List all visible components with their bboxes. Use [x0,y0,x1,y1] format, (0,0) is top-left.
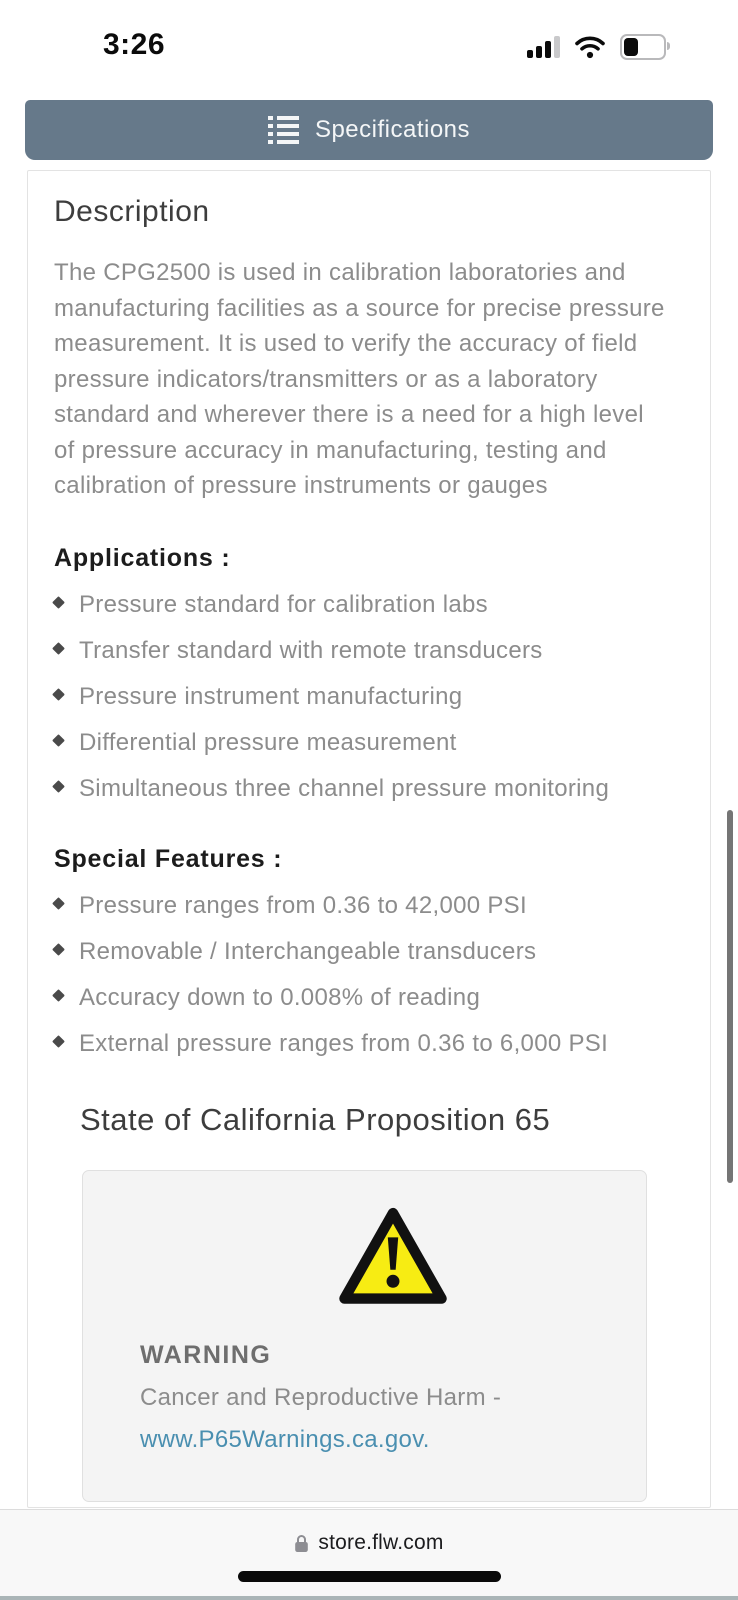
address-bar[interactable] [0,1531,738,1555]
applications-list [54,591,670,803]
url-text: store.flw.com [318,1531,444,1554]
diamond-bullet-icon [52,688,65,701]
p65-warnings-link[interactable]: www.P65Warnings.ca.gov. [140,1425,430,1453]
scrollbar-thumb[interactable] [727,810,733,1183]
bottom-edge-strip [0,1596,738,1600]
warning-text: Cancer and Reproductive Harm - [140,1383,502,1411]
list-item: Removable / Interchangeable transducers [54,938,670,966]
description-title: Description [54,195,210,228]
description-paragraph: The CPG2500 is used in calibration laboratories and manufacturing facilities as a source for precise pressure measurement. It is used to verify the accuracy of field pressure indicators/transmitters or as a laboratory standard and wherever there is a need for a high level of pressure accuracy in manufacturing, testing and calibration of pressure instruments or gauges [54,259,665,499]
list-item: Pressure ranges from 0.36 to 42,000 PSI [54,892,670,920]
lock-icon [294,1534,309,1553]
status-bar [0,0,738,92]
prop65-warning-box [82,1170,647,1502]
diamond-bullet-icon [52,1035,65,1048]
diamond-bullet-icon [52,943,65,956]
list-item: Pressure instrument manufacturing [54,683,670,711]
list-item: Simultaneous three channel pressure monitoring [54,775,670,803]
diamond-bullet-icon [52,642,65,655]
diamond-bullet-icon [52,734,65,747]
prop65-title: State of California Proposition 65 [80,1101,551,1137]
list-item: Differential pressure measurement [54,729,670,757]
status-time: 3:26 [103,28,166,61]
list-item: Pressure standard for calibration labs [54,591,670,619]
diamond-bullet-icon [52,989,65,1002]
diamond-bullet-icon [52,897,65,910]
specifications-header[interactable] [25,100,713,160]
special-features-list [54,892,670,1058]
specifications-header-label: Specifications [314,116,471,143]
home-indicator[interactable] [238,1571,501,1582]
diamond-bullet-icon [52,596,65,609]
warning-triangle-icon [334,1205,452,1309]
special-features-title: Special Features : [54,844,283,873]
cellular-signal-icon [527,36,560,58]
applications-title: Applications : [54,543,231,572]
list-item: External pressure ranges from 0.36 to 6,000 PSI [54,1030,670,1058]
wifi-icon [574,35,606,59]
diamond-bullet-icon [52,780,65,793]
battery-icon [620,34,666,60]
list-icon [268,116,299,144]
list-item: Transfer standard with remote transducers [54,637,670,665]
status-icons [527,34,666,60]
warning-label: WARNING [140,1340,272,1369]
list-item: Accuracy down to 0.008% of reading [54,984,670,1012]
browser-bottom-bar [0,1509,738,1600]
description-card [27,170,711,1508]
